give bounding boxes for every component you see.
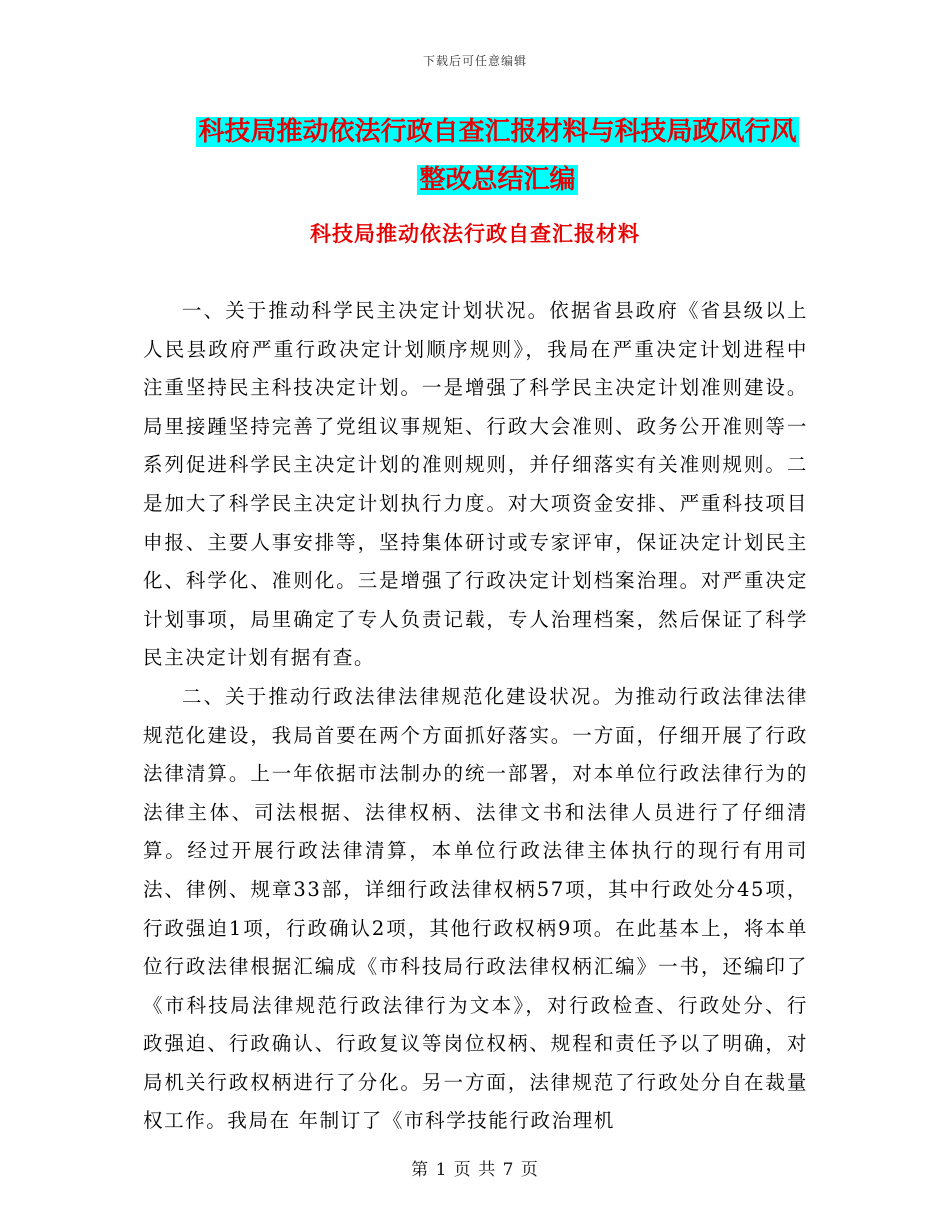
paragraph-2: 二、关于推动行政法律法律规范化建设状况。为推动行政法律法律规范化建设，我局首要在两个方面抓好落实。一方面，仔细开展了行政法律清算。上一年依据市法制办的统一部署，对本单位行政法律行为的法律主体、司法根据、法律权柄、法律文书和法律人员进行了仔细清算。经过开展行政法律清算，本单位行政法律主体执行的现行有用司法、律例、规章33部，详细行政法律权柄57项，其中行政处分45项，行政强迫1项，行政确认2项，其他行政权柄9项。在此基本上，将本单位行政法律根据汇编成《市科技局行政法律权柄汇编》一书，还编印了《市科技局法律规范行政法律行为文本》，对行政检查、行政处分、行政强迫、行政确认、行政复议等岗位权柄、规程和责任予以了明确，对局机关行政权柄进行了分化。另一方面，法律规范了行政处分自在裁量权工作。我局在 年制订了《市科学技能行政治理机 bbox=[143, 684, 808, 1133]
main-title-line-1: 科技局推动依法行政自查汇报材料与科技局政风行风 bbox=[198, 117, 797, 147]
main-title-line-2: 整改总结汇编 bbox=[419, 165, 576, 195]
paragraph-1: 一、关于推动科学民主决定计划状况。依据省县政府《省县级以上人民县政府严重行政决定计划顺序规则》，我局在严重决定计划进程中注重坚持民主科技决定计划。一是增强了科学民主决定计划准则建设。局里接踵坚持完善了党组议事规矩、行政大会准则、政务公开准则等一系列促进科学民主决定计划的准则规则，并仔细落实有关准则规则。二是加大了科学民主决定计划执行力度。对大项资金安排、严重科技项目申报、主要人事安排等，坚持集体研讨或专家评审，保证决定计划民主化、科学化、准则化。三是增强了行政决定计划档案治理。对严重决定计划事项，局里确定了专人负责记载，专人治理档案，然后保证了科学民主决定计划有据有查。 bbox=[143, 299, 808, 670]
header-note: 下载后可任意编辑 bbox=[422, 54, 527, 68]
section-title: 科技局推动依法行政自查汇报材料 bbox=[310, 221, 640, 246]
body-text bbox=[143, 292, 808, 1141]
main-title bbox=[185, 108, 810, 204]
page-number: 第 1 页 共 7 页 bbox=[411, 1160, 539, 1180]
